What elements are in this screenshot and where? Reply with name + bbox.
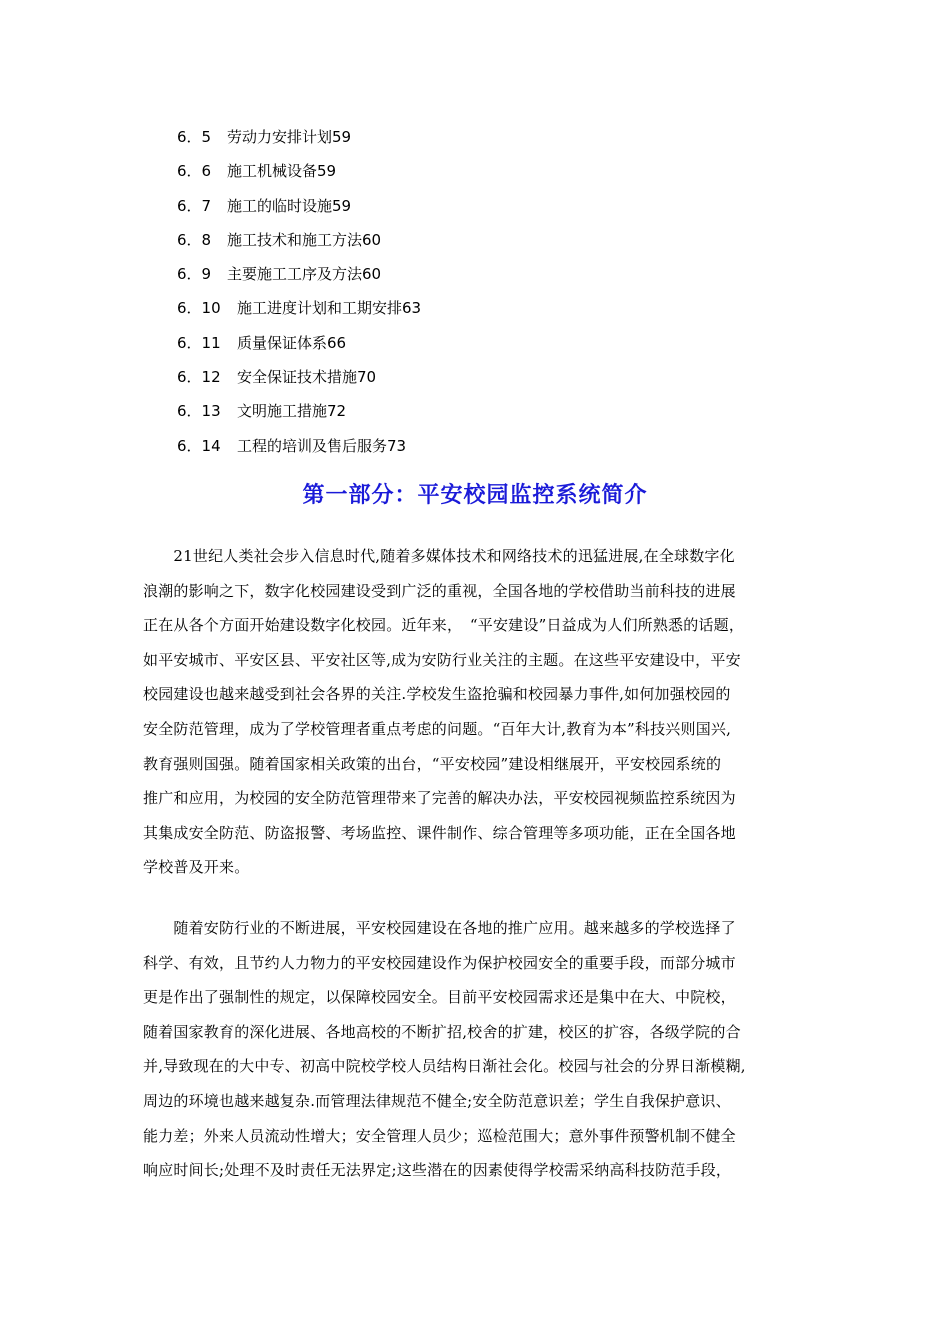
- paragraph-line: 更是作出了强制性的规定，以保障校园安全。目前平安校园需求还是集中在大、中院校，: [143, 988, 736, 1007]
- toc-item-page: 59: [332, 196, 352, 215]
- toc-item-page: 73: [387, 436, 407, 455]
- paragraph-line: 随着国家教育的深化进展、各地高校的不断扩招,校舍的扩建，校区的扩容，各级学院的合: [143, 1022, 741, 1041]
- paragraph-line: 浪潮的影响之下，数字化校园建设受到广泛的重视，全国各地的学校借助当前科技的进展: [143, 581, 736, 600]
- toc-item[interactable]: [177, 429, 677, 463]
- section-heading: 第一部分：平安校园监控系统简介: [302, 483, 648, 508]
- toc-item-page: 60: [362, 230, 382, 249]
- toc-item[interactable]: [177, 257, 677, 291]
- toc-item-number: 6．8: [177, 230, 212, 249]
- body-paragraph-1: [143, 539, 810, 885]
- toc-item-page: 59: [317, 162, 337, 181]
- toc-item-title: 文明施工措施: [237, 402, 328, 421]
- toc-item-title: 主要施工工序及方法: [227, 265, 363, 284]
- paragraph-line: 教育强则国强。随着国家相关政策的出台，“平安校园”建设相继展开，平安校园系统的: [143, 754, 722, 773]
- paragraph-line: 推广和应用，为校园的安全防范管理带来了完善的解决办法，平安校园视频监控系统因为: [143, 789, 736, 808]
- toc-item-page: 60: [362, 265, 382, 284]
- toc-item-title: 施工的临时设施: [227, 196, 333, 215]
- toc-item-number: 6．13: [177, 402, 221, 421]
- toc-item[interactable]: [177, 291, 677, 325]
- toc-item[interactable]: [177, 223, 677, 257]
- toc-item-number: 6．9: [177, 265, 212, 284]
- paragraph-line: 随着安防行业的不断进展，平安校园建设在各地的推广应用。越来越多的学校选择了: [143, 919, 736, 937]
- paragraph-line: 如平安城市、平安区县、平安社区等,成为安防行业关注的主题。在这些平安建设中，平安: [143, 650, 741, 669]
- toc-item-page: 59: [332, 128, 352, 146]
- toc-item[interactable]: [177, 326, 677, 360]
- paragraph-line: 响应时间长;处理不及时责任无法界定;这些潜在的因素使得学校需采纳高科技防范手段，: [143, 1161, 732, 1180]
- toc-item[interactable]: [177, 189, 677, 223]
- toc-item[interactable]: [177, 360, 677, 394]
- table-of-contents: [177, 120, 677, 463]
- paragraph-line: 正在从各个方面开始建设数字化校园。近年来， “平安建设”日益成为人们所熟悉的话题，: [143, 616, 745, 635]
- paragraph-line: 并,导致现在的大中专、初高中院校学校人员结构日渐社会化。校园与社会的分界日渐模糊,: [143, 1057, 746, 1076]
- toc-item-title: 工程的培训及售后服务: [237, 436, 388, 455]
- toc-item-number: 6．10: [177, 299, 221, 318]
- paragraph-line: 科学、有效，且节约人力物力的平安校园建设作为保护校园安全的重要手段，而部分城市: [143, 953, 736, 972]
- paragraph-line: 能力差；外来人员流动性增大；安全管理人员少；巡检范围大；意外事件预警机制不健全: [143, 1126, 736, 1145]
- toc-item-number: 6．6: [177, 162, 212, 181]
- toc-item-title: 施工机械设备: [227, 162, 318, 181]
- toc-item-title: 质量保证体系: [237, 333, 328, 352]
- toc-item-number: 6．11: [177, 333, 221, 352]
- paragraph-line: 学校普及开来。: [143, 858, 250, 877]
- toc-item-title: 施工进度计划和工期安排: [237, 299, 403, 318]
- toc-item[interactable]: [177, 394, 677, 428]
- toc-item-title: 安全保证技术措施: [237, 368, 358, 387]
- paragraph-line: 其集成安全防范、防盗报警、考场监控、课件制作、综合管理等多项功能，正在全国各地: [143, 823, 736, 842]
- toc-item-page: 70: [357, 368, 377, 387]
- toc-item-page: 66: [327, 333, 347, 352]
- body-paragraph-2: [143, 911, 810, 1188]
- toc-item-title: 劳动力安排计划: [227, 128, 333, 146]
- toc-item-number: 6．5: [177, 128, 212, 146]
- paragraph-line: 周边的环境也越来越复杂.而管理法律规范不健全;安全防范意识差；学生自我保护意识、: [143, 1091, 731, 1110]
- toc-item[interactable]: [177, 154, 677, 188]
- toc-item-number: 6．14: [177, 436, 221, 455]
- toc-item-page: 63: [402, 299, 422, 318]
- paragraph-line: 安全防范管理，成为了学校管理者重点考虑的问题。“百年大计,教育为本”科技兴则国兴,: [143, 719, 732, 738]
- paragraph-line: 校园建设也越来越受到社会各界的关注.学校发生盗抢骗和校园暴力事件,如何加强校园的: [143, 685, 731, 704]
- toc-item-number: 6．7: [177, 196, 212, 215]
- toc-item-number: 6．12: [177, 368, 221, 387]
- paragraph-line: 21世纪人类社会步入信息时代,随着多媒体技术和网络技术的迅猛进展,在全球数字化: [143, 547, 735, 565]
- toc-item[interactable]: [177, 120, 677, 154]
- toc-item-title: 施工技术和施工方法: [227, 230, 363, 249]
- toc-item-page: 72: [327, 402, 347, 421]
